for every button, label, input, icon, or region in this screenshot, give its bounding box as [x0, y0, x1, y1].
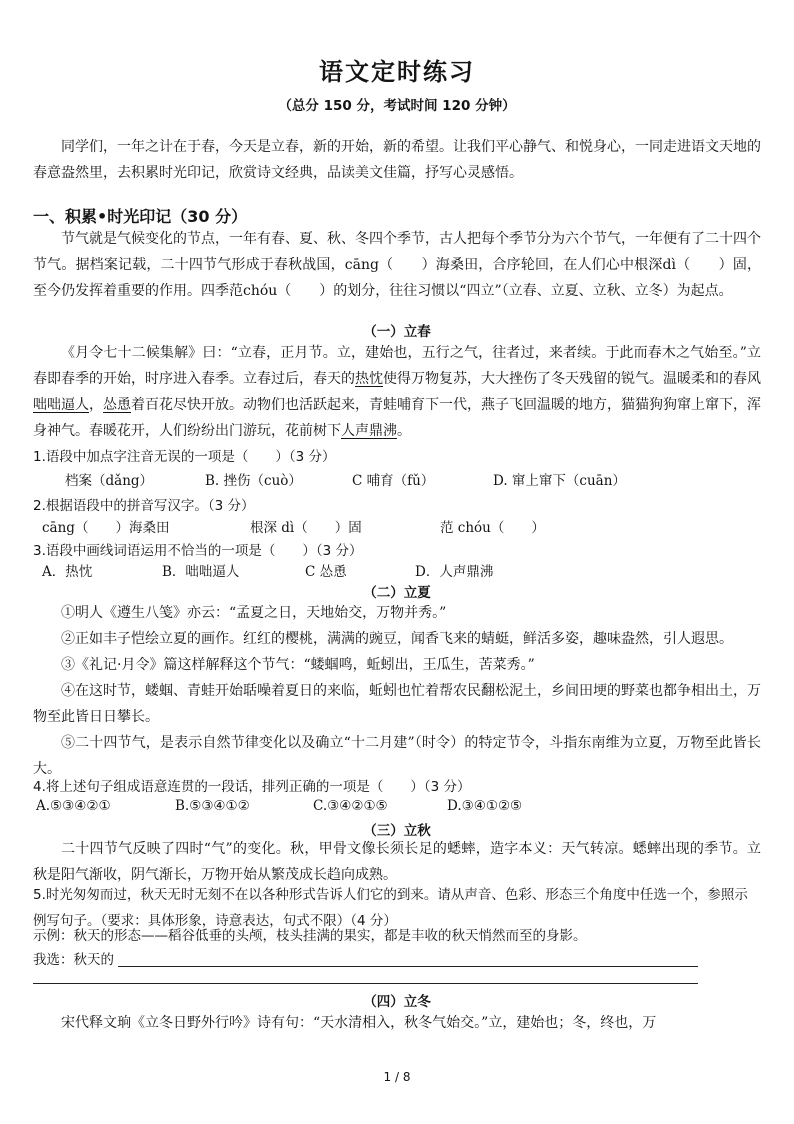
underlined-word: 人声鼎沸	[341, 423, 397, 439]
q4-option-c: C.③④②①⑤	[313, 798, 388, 814]
part2-heading: （二）立夏	[363, 585, 431, 601]
q3-option-d: D．人声鼎沸	[415, 564, 494, 580]
q1-option-b: B. 挫伤（cuò）	[205, 473, 302, 489]
answer-line-2[interactable]	[33, 983, 698, 984]
underlined-word: 怂恿	[103, 397, 131, 413]
part1-text-e: 。	[397, 423, 411, 439]
question-2: 2.根据语段中的拼音写汉字。（3 分）	[33, 498, 255, 514]
part1-text-d: 着百花尽快开放。动物们也活跃起来，青蛙哺育下一代，燕子飞回温暖的地方，猫猫狗狗窜上窜下，浑身神气。春暖花开，人们纷纷出门游玩，花前树下	[33, 397, 761, 439]
page-title: 语文定时练习	[319, 58, 475, 86]
sentence-2: ②正如丰子恺绘立夏的画作。红红的樱桃，满满的豌豆，闻香飞来的蜻蜓，鲜活多姿，趣味盎然，引人遐思。	[61, 631, 733, 647]
q4-option-d: D.③④①②⑤	[447, 798, 523, 814]
intro-paragraph	[33, 134, 761, 186]
part3-heading: （三）立秋	[363, 823, 431, 839]
answer-prefix: 我选：秋天的	[33, 952, 114, 968]
sentence-4: ④在这时节，蝼蝈、青蛙开始聒噪着夏日的来临，蚯蚓也忙着帮农民翻松泥土，乡间田埂的野菜也都争相出土，万物至此皆日日攀长。	[33, 683, 761, 725]
part3-text: 二十四节气反映了四时“气”的变化。秋，甲骨文像长须长足的蟋蟀，造字本义：天气转凉。蟋蟀出现的季节。立秋是阳气渐收，阴气渐长，万物开始从繁茂成长趋向成熟。	[33, 841, 761, 883]
q3-option-a: A．热忱	[42, 564, 93, 580]
underlined-word: 热忱	[355, 371, 383, 387]
sentence-3: ③《礼记·月令》篇这样解释这个节气：“蝼蝈鸣，蚯蚓出，王瓜生，苦菜秀。”	[61, 657, 535, 673]
underlined-word: 咄咄逼人	[33, 397, 89, 413]
part3-paragraph	[33, 836, 761, 888]
q4-option-b: B.⑤③④①②	[175, 798, 250, 814]
part1-text-a: 《月令七十二候集解》曰：“立春，正月节。立，建始也，五行之气，往者过，来者续。于此而春木之气始至。”立春即春季的开始，时序进入春季。立春过后，春天的	[33, 345, 761, 387]
question-5-text: 5.时光匆匆而过，秋天无时无刻不在以各种形式告诉人们它的到来。请从声音、色彩、形态三个角度中任选一个，参照示例写句子。（要求：具体形象，诗意表达，句式不限）（4 分）	[33, 887, 748, 929]
page-subtitle: （总分 150 分，考试时间 120 分钟）	[278, 98, 516, 114]
example-sentence: 示例：秋天的形态——稻谷低垂的头颅，枝头挂满的果实，都是丰收的秋天悄然而至的身影。	[33, 928, 587, 944]
part1-paragraph	[33, 340, 761, 444]
q2-item-1: cāng（ ）海桑田	[42, 520, 170, 536]
q1-option-a: 档案（dǎng）	[65, 473, 154, 489]
q2-item-3: 范 chóu（ ）	[440, 520, 545, 536]
part1-text	[33, 340, 761, 444]
q1-option-d: D. 窜上窜下（cuān）	[493, 473, 626, 489]
page-number: 1 / 8	[383, 1070, 411, 1084]
part4-paragraph	[33, 1010, 761, 1036]
sentence-1: ①明人《遵生八笺》亦云：“孟夏之日，天地始交，万物并秀。”	[61, 605, 447, 621]
part1-heading: （一）立春	[363, 324, 431, 340]
q2-item-2: 根深 dì（ ）固	[250, 520, 362, 536]
section1-paragraph	[33, 226, 761, 304]
part4-heading: （四）立冬	[363, 994, 431, 1010]
part4-text: 宋代释文珦《立冬日野外行吟》诗有句：“天水清相入，秋冬气始交。”立，建始也；冬，终也，万	[61, 1015, 657, 1031]
q3-option-c: C 怂恿	[305, 564, 347, 580]
section1-text: 节气就是气候变化的节点，一年有春、夏、秋、冬四个季节，古人把每个季节分为六个节气，一年便有了二十四个节气。据档案记载，二十四节气形成于春秋战国，cāng（ ）海桑田，合序轮回，在人们心中根深dì（ ）固，至今仍发挥着重要的作用。四季范chóu（ ）的划分，往往习惯以“四立”（立春、立夏、立秋、立冬）为起点。	[33, 231, 761, 299]
answer-line-1[interactable]	[118, 966, 698, 967]
part2-sentences	[33, 600, 761, 782]
q3-option-b: B．咄咄逼人	[162, 564, 240, 580]
part1-text-c: ，	[89, 397, 103, 413]
sentence-5: ⑤二十四节气，是表示自然节律变化以及确立“十二月建”（时令）的特定节令，斗指东南维为立夏，万物至此皆长大。	[33, 735, 761, 777]
question-1: 1.语段中加点字注音无误的一项是（ ）（3 分）	[33, 449, 336, 465]
part1-text-b: 使得万物复苏，大大挫伤了冬天残留的锐气。温暖柔和的春风	[383, 371, 761, 387]
q1-option-c: C 哺育（fǔ）	[352, 473, 435, 489]
section-heading: 一、积累•时光印记（30 分）	[33, 207, 248, 226]
question-4: 4.将上述句子组成语意连贯的一段话，排列正确的一项是（ ）（3 分）	[33, 779, 471, 795]
q4-option-a: A.⑤③④②①	[36, 798, 111, 814]
question-3: 3.语段中画线词语运用不恰当的一项是（ ）（3 分）	[33, 543, 363, 559]
intro-text: 同学们，一年之计在于春，今天是立春，新的开始，新的希望。让我们平心静气、和悦身心，一同走进语文天地的春意盎然里，去积累时光印记，欣赏诗文经典，品读美文佳篇，抒写心灵感悟。	[33, 139, 761, 181]
